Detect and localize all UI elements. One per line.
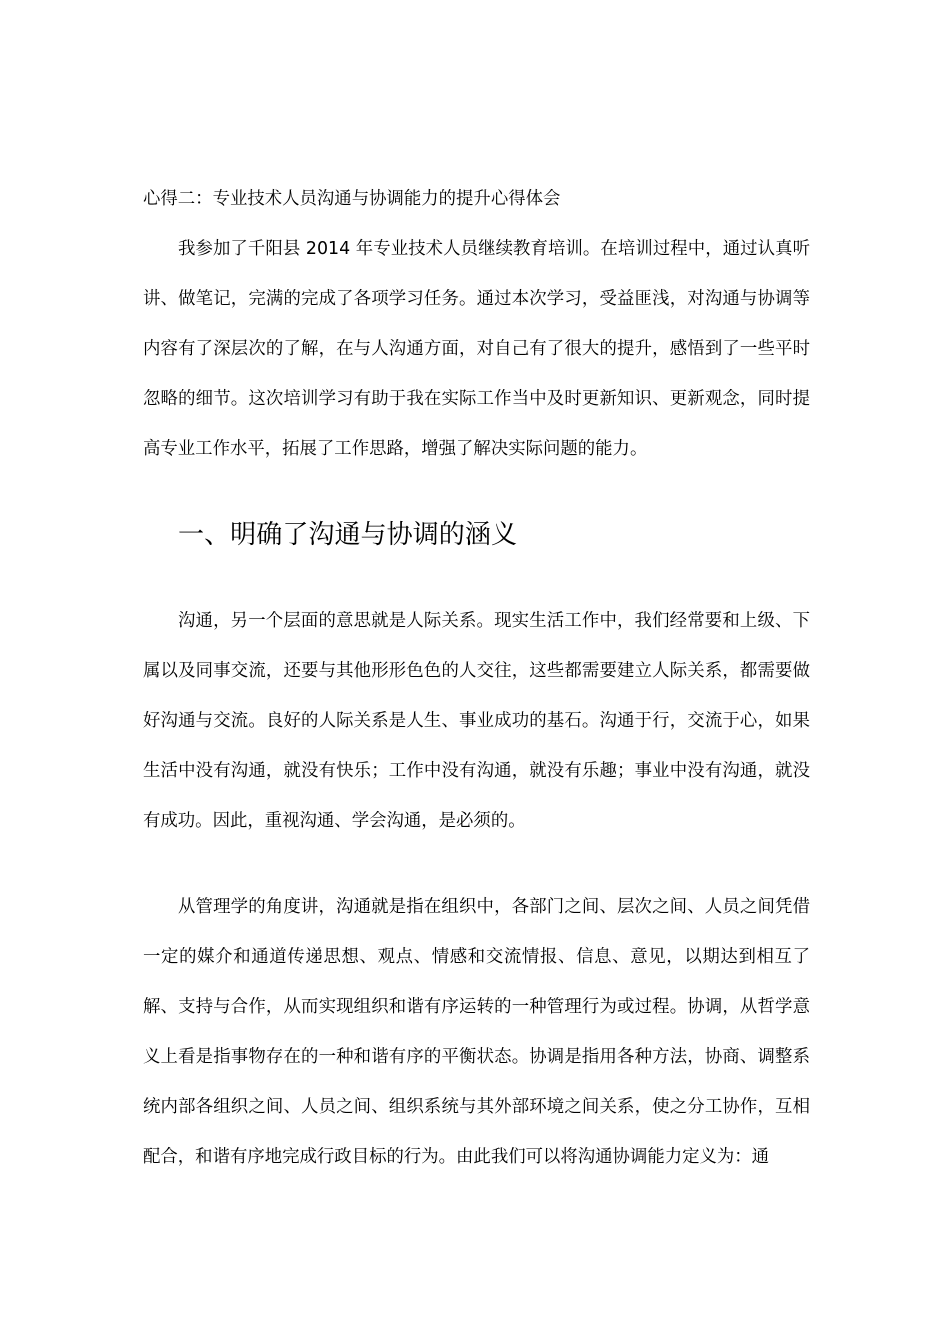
paragraph-spacer: [143, 846, 810, 882]
paragraph-spacer: [143, 474, 810, 510]
body-paragraph: 沟通，另一个层面的意思就是人际关系。现实生活工作中，我们经常要和上级、下属以及同事交流，还要与其他形形色色的人交往，这些都需要建立人际关系，都需要做好沟通与交流。良好的人际关系是人生、事业成功的基石。沟通于行，交流于心，如果生活中没有沟通，就没有快乐；工作中没有沟通，就没有乐趣；事业中没有沟通，就没有成功。因此，重视沟通、学会沟通，是必须的。: [143, 611, 810, 831]
body-paragraph: 从管理学的角度讲，沟通就是指在组织中，各部门之间、层次之间、人员之间凭借一定的媒介和通道传递思想、观点、情感和交流情报、信息、意见，以期达到相互了解、支持与合作，从而实现组织和谐有序运转的一种管理行为或过程。协调，从哲学意义上看是指事物存在的一种和谐有序的平衡状态。协调是指用各种方法，协商、调整系统内部各组织之间、人员之间、组织系统与其外部环境之间关系，使之分工协作，互相配合，和谐有序地完成行政目标的行为。由此我们可以将沟通协调能力定义为：通: [143, 897, 810, 1167]
intro-paragraph: 我参加了千阳县 2014 年专业技术人员继续教育培训。在培训过程中，通过认真听讲、做笔记，完满的完成了各项学习任务。通过本次学习，受益匪浅，对沟通与协调等内容有了深层次的了解，在与人沟通方面，对自己有了很大的提升，感悟到了一些平时忽略的细节。这次培训学习有助于我在实际工作当中及时更新知识、更新观念，同时提高专业工作水平，拓展了工作思路，增强了解决实际问题的能力。: [143, 239, 810, 459]
document-body: [143, 174, 810, 1182]
paragraph-spacer: [143, 560, 810, 596]
document-title: 心得二：专业技术人员沟通与协调能力的提升心得体会: [143, 189, 561, 209]
section-heading: 一、明确了沟通与协调的涵义: [178, 520, 518, 550]
